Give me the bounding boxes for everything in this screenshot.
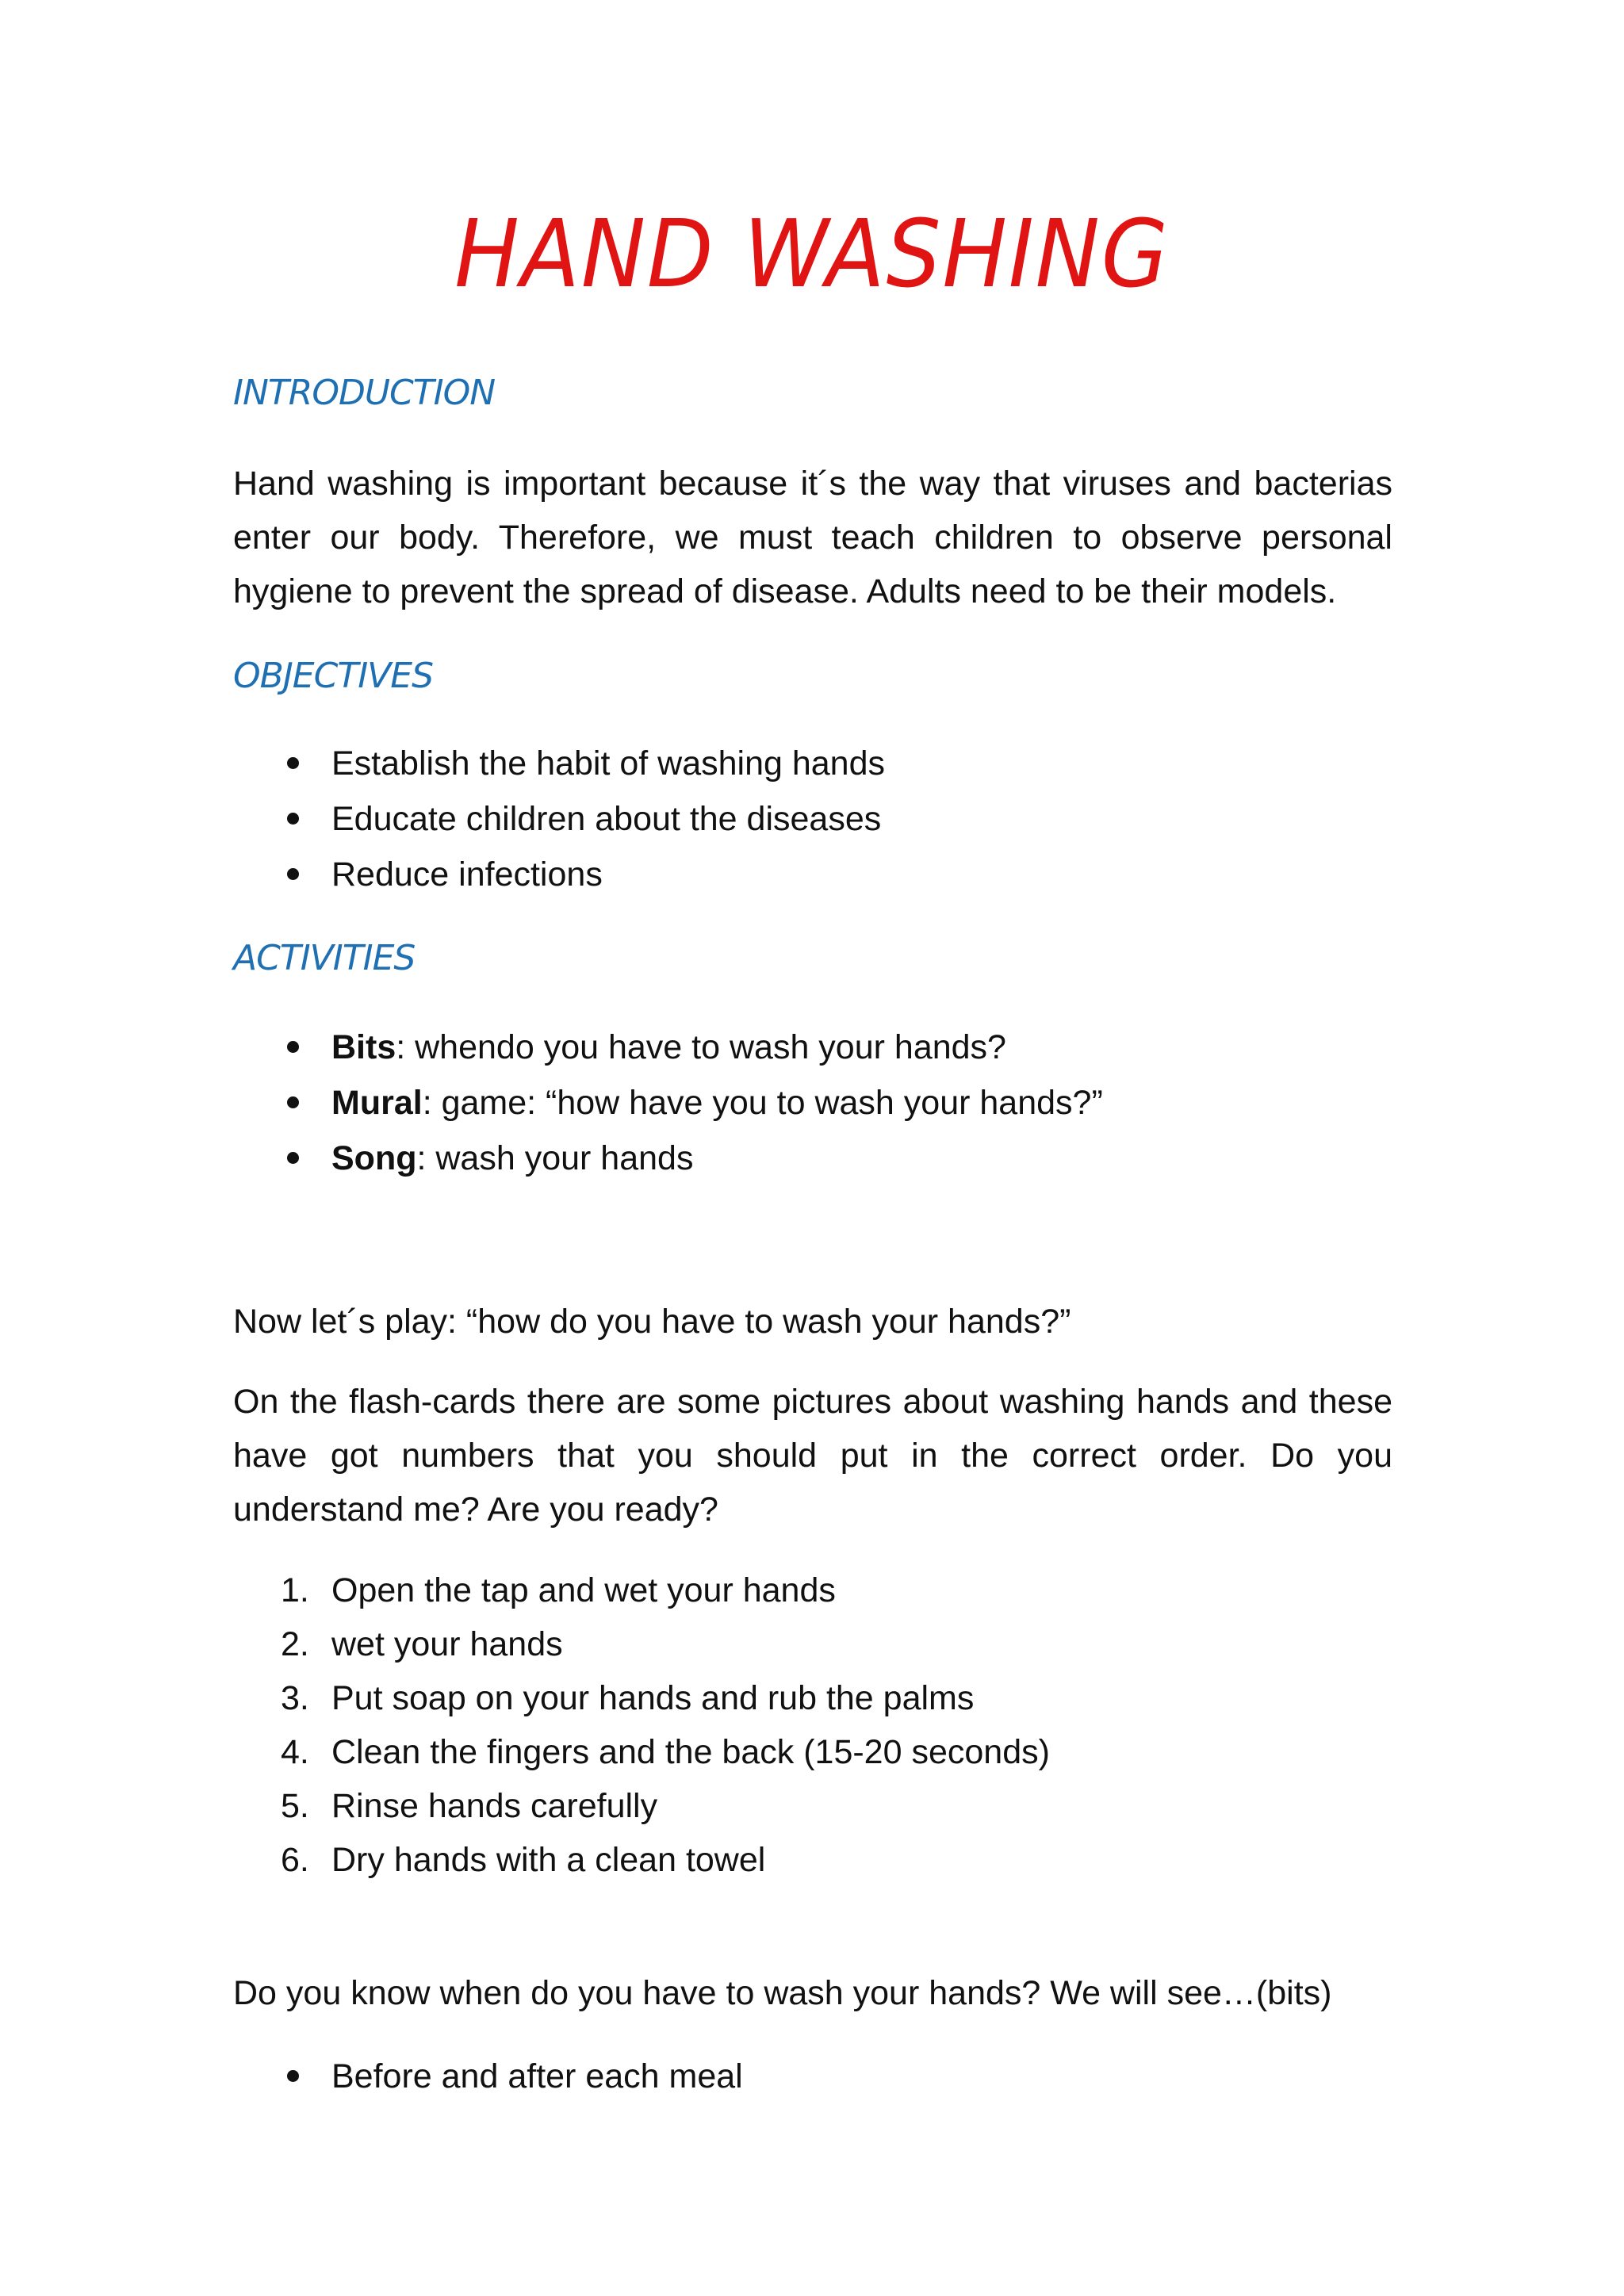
when-question: Do you know when do you have to wash your hands? We will see…(bits) — [233, 1974, 1332, 2012]
step-text: Clean the fingers and the back (15-20 seconds) — [331, 1733, 1050, 1771]
list-item — [233, 1671, 1392, 1725]
step-text: Rinse hands carefully — [331, 1787, 658, 1825]
activities-list — [233, 1020, 1392, 1186]
bullet-icon — [287, 1152, 299, 1164]
list-item — [233, 791, 1392, 847]
heading-activities: ACTIVITIES — [233, 938, 416, 978]
list-item — [233, 2049, 1392, 2104]
activity-text: : game: “how have you to wash your hands?” — [422, 1084, 1103, 1122]
bullet-icon — [287, 2070, 299, 2082]
list-item — [233, 1617, 1392, 1671]
when-item-text: Before and after each meal — [331, 2057, 743, 2095]
objective-text: Reduce infections — [331, 855, 603, 894]
step-number: 1. — [281, 1571, 309, 1609]
heading-introduction: INTRODUCTION — [233, 373, 496, 413]
list-item — [233, 1131, 1392, 1186]
step-number: 3. — [281, 1679, 309, 1717]
game-paragraph: On the flash-cards there are some pictures about washing hands and these have got numbers that you should put in the correct order. Do you understand me? Are you ready? — [233, 1383, 1392, 1529]
steps-list — [233, 1563, 1392, 1887]
bullet-icon — [287, 1041, 299, 1053]
game-intro: Now let´s play: “how do you have to wash your hands?” — [233, 1303, 1071, 1341]
step-text: Dry hands with a clean towel — [331, 1841, 766, 1879]
step-text: Put soap on your hands and rub the palms — [331, 1679, 975, 1717]
bullet-icon — [287, 757, 299, 769]
heading-objectives: OBJECTIVES — [233, 656, 434, 696]
step-text: wet your hands — [331, 1625, 563, 1663]
bullet-icon — [287, 813, 299, 825]
activity-name: Bits — [331, 1028, 396, 1066]
step-text: Open the tap and wet your hands — [331, 1571, 836, 1609]
list-item — [233, 736, 1392, 791]
introduction-paragraph: Hand washing is important because it´s the way that viruses and bacterias enter our body. Therefore, we must teach children to observe personal hygiene to prevent the spread of disease. Adults need to be their models. — [233, 465, 1392, 610]
list-item — [233, 1779, 1392, 1833]
list-item — [233, 1020, 1392, 1075]
list-item — [233, 1075, 1392, 1131]
step-number: 2. — [281, 1625, 309, 1663]
objective-text: Educate children about the diseases — [331, 800, 882, 838]
list-item — [233, 1725, 1392, 1779]
bullet-icon — [287, 1096, 299, 1108]
when-list — [233, 2049, 1392, 2104]
activity-text: : whendo you have to wash your hands? — [396, 1028, 1006, 1066]
step-number: 6. — [281, 1841, 309, 1879]
list-item — [233, 1833, 1392, 1887]
document-title: HAND WASHING — [454, 199, 1170, 308]
activity-text: : wash your hands — [416, 1139, 694, 1177]
activity-name: Song — [331, 1139, 417, 1177]
step-number: 5. — [281, 1787, 309, 1825]
bullet-icon — [287, 868, 299, 880]
list-item — [233, 1563, 1392, 1617]
step-number: 4. — [281, 1733, 309, 1771]
list-item — [233, 847, 1392, 902]
objectives-list — [233, 736, 1392, 902]
activity-name: Mural — [331, 1084, 423, 1122]
objective-text: Establish the habit of washing hands — [331, 744, 886, 783]
